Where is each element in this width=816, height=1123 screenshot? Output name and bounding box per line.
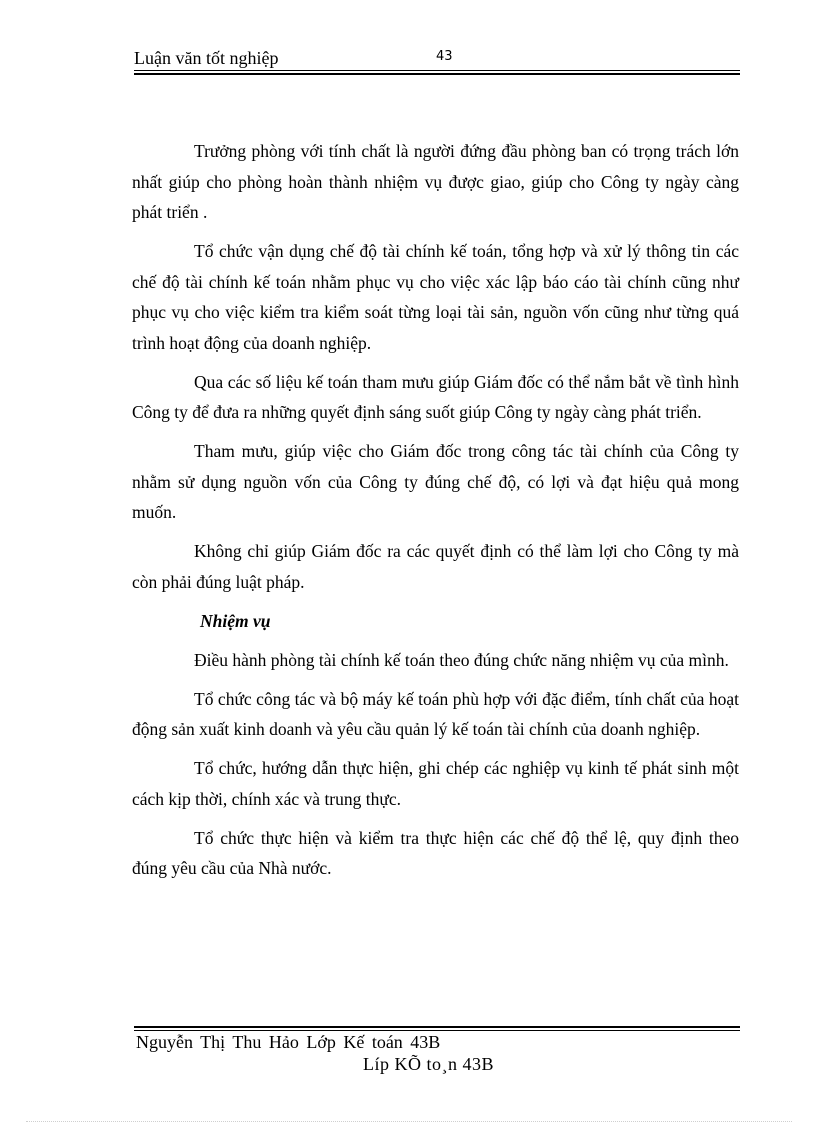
header-rule-thin xyxy=(134,70,740,71)
section-heading: Nhiệm vụ xyxy=(200,610,271,631)
paragraph: Tham mưu, giúp việc cho Giám đốc trong công tác tài chính của Công ty nhằm sử dụng nguồn vốn của Công ty đúng chế độ, có lợi và đạt hiệu quả mong muốn. xyxy=(132,441,739,522)
footer-rule-thick xyxy=(134,1026,740,1028)
footer-class-label: Líp KÕ to¸n 43B xyxy=(363,1054,494,1074)
body-text xyxy=(132,136,739,892)
paragraph: Qua các số liệu kế toán tham mưu giúp Giám đốc có thể nắm bắt về tình hình Công ty để đưa ra những quyết định sáng suốt giúp Công ty ngày càng phát triển. xyxy=(132,371,739,422)
paragraph: Không chỉ giúp Giám đốc ra các quyết định có thể làm lợi cho Công ty mà còn phải đúng luật pháp. xyxy=(132,541,739,592)
header-rule-thick xyxy=(134,73,740,75)
paragraph: Tổ chức, hướng dẫn thực hiện, ghi chép các nghiệp vụ kinh tế phát sinh một cách kịp thời, chính xác và trung thực. xyxy=(132,758,739,809)
page-number: 43 xyxy=(436,49,453,64)
footer-author: Nguyễn Thị Thu Hảo Lớp Kế toán 43B xyxy=(136,1032,441,1052)
header-title: Luận văn tốt nghiệp xyxy=(134,48,279,68)
paragraph: Tổ chức thực hiện và kiểm tra thực hiện các chế độ thể lệ, quy định theo đúng yêu cầu của Nhà nước. xyxy=(132,827,739,878)
page-edge-divider xyxy=(26,1121,792,1122)
paragraph: Tổ chức vận dụng chế độ tài chính kế toán, tổng hợp và xử lý thông tin các chế độ tài chính kế toán nhằm phục vụ cho việc xác lập báo cáo tài chính cũng như phục vụ cho việc kiểm tra kiểm soát từng loại tài sản, nguồn vốn cũng như từng quá trình hoạt động của doanh nghiệp. xyxy=(132,241,739,353)
footer-rule-thin xyxy=(134,1030,740,1031)
paragraph: Trưởng phòng với tính chất là người đứng đầu phòng ban có trọng trách lớn nhất giúp cho phòng hoàn thành nhiệm vụ được giao, giúp cho Công ty ngày càng phát triển . xyxy=(132,141,739,222)
paragraph: Tổ chức công tác và bộ máy kế toán phù hợp với đặc điểm, tính chất của hoạt động sản xuất kinh doanh và yêu cầu quản lý kế toán tài chính của doanh nghiệp. xyxy=(132,688,739,739)
paragraph: Điều hành phòng tài chính kế toán theo đúng chức năng nhiệm vụ của mình. xyxy=(194,649,729,670)
